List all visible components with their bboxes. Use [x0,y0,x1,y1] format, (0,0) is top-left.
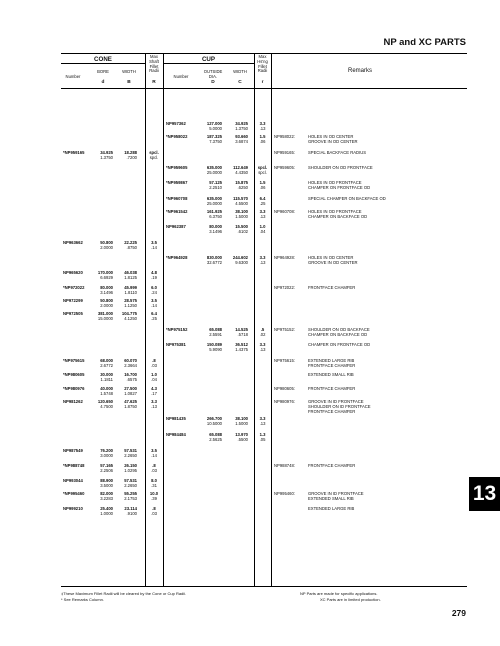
table-cell-od: 187.325 7.3750 [206,134,222,145]
bore-heading: BORE [97,69,109,74]
table-cell-cone-no: NP993044 [63,478,83,483]
table-cell-cw: 57.531 2.2650 [124,478,137,489]
table-cell-od: 65.088 2.5591 [209,327,222,338]
table-cell-remarks-no: NP988748: [274,463,295,468]
table-cell-remarks-no: NP980976: [274,399,295,404]
cup-width-symbol: C [238,80,242,85]
table-cell-remarks: SPECIAL CHAMFER ON BACKFACE OD [308,196,386,201]
table-cell-remarks: FRONTFACE CHAMFER [308,285,356,290]
table-cell-cup-no: *NP964928 [166,255,188,260]
table-cell-cone-no: *NP980976 [63,386,85,391]
table-cell-remarks-no: NP972022: [274,285,295,290]
table-cell-remarks: FRONTFACE CHAMFER [308,463,356,468]
table-cell-od: 65.088 2.5625 [209,432,222,443]
table-cell-cw: 104.775 4.1250 [121,311,137,322]
cone-width-symbol: B [127,80,131,85]
table-cell-cup-no: *NP961542 [166,209,188,214]
table-cell-cupw: 115.570 4.5500 [233,196,248,207]
table-cell-cone-no: NP963662 [63,240,83,245]
table-cell-remarks: EXTENDED LARGE RIB [308,506,355,511]
table-cell-remarks: HOLES IN OD CENTER GROOVE IN OD CENTER [308,134,358,145]
table-cell-remarks: GROOVE IN ID FRONTFACE EXTENDED SMALL RIB [308,491,364,502]
table-cell-cupw: 38.100 1.5000 [235,416,248,427]
outside-dia-heading: OUTSIDE DIA. [203,69,223,79]
table-cell-R: 3.5 .14 [151,448,157,459]
table-cell-remarks-no: NP964928: [274,255,295,260]
page-header-title: NP and XC PARTS [383,37,466,48]
table-cell-remarks-no: NP959605: [274,165,295,170]
table-cell-R: .8 .03 [151,358,157,369]
table-cell-cone-no: *NP995460 [63,491,85,496]
table-cell-remarks-no: NP995460: [274,491,295,496]
table-cell-cw: 27.500 1.0827 [124,386,137,397]
table-cell-cone-no: *NP980605 [63,372,85,377]
table-cell-bore: 40.000 1.5748 [100,386,113,397]
table-cell-bore: 88.900 3.5000 [100,478,113,489]
table-cell-bore: 57.165 2.2506 [100,463,113,474]
col-divider [271,54,272,586]
table-cell-bore: 50.800 2.0000 [100,298,113,309]
table-cell-cup-no: NP984484 [166,432,186,437]
footnote-xc-parts: XC Parts are in limited production. [320,597,381,602]
table-cell-cone-no: *NP972022 [63,285,85,290]
table-cell-od: 57.125 2.2510 [209,180,222,191]
table-cell-bore: 170.000 6.6929 [97,270,113,281]
cup-width-heading: WIDTH [233,69,247,74]
table-cell-remarks-no: NP960708: [274,209,295,214]
table-cell-cw: 22.225 .8750 [124,240,137,251]
cone-width-heading: WIDTH [122,69,136,74]
max-shaft-fillet-heading: Max Shaft Fillet Radii [149,54,159,74]
shaft-fillet-symbol: R [152,80,156,85]
table-cell-cupw: 38.100 1.5000 [235,209,248,220]
table-cell-remarks: SPECIAL BACKFACE RADIUS [308,150,367,155]
table-cell-bore: 50.800 2.0000 [100,240,113,251]
table-cell-cone-no: NP999210 [63,506,83,511]
table-cell-R: 4.8 .19 [151,270,157,281]
table-cell-remarks: FRONTFACE CHAMFER [308,386,356,391]
table-cell-bore: 82.000 3.2283 [100,491,113,502]
header-rule [61,88,467,89]
table-cell-remarks-no: NP959165: [274,150,295,155]
table-cell-r: 3.3 .13 [259,255,266,266]
table-cell-cup-no: NP981435 [166,416,186,421]
table-cell-remarks: EXTENDED LARGE RIB FRONTFACE CHAMFER [308,358,356,369]
table-cell-r: 6.4 .25 [259,196,266,207]
table-cell-cup-no: *NP959605 [166,165,188,170]
table-cell-cw: 28.575 1.1250 [124,298,137,309]
table-cell-cupw: 15.500 .6102 [235,224,248,235]
table-cell-cw: 47.625 1.8750 [124,399,137,410]
table-cell-cw: 45.999 1.8110 [124,285,137,296]
max-hsg-fillet-heading: Max Hs'ng Fillet Radii [257,54,268,74]
table-cell-cupw: 93.660 3.6874 [235,134,248,145]
table-cell-r: 1.5 .06 [259,134,266,145]
table-cell-R: 3.3 .13 [151,399,157,410]
cone-number-heading: Number [65,74,81,79]
table-cell-cup-no: NP962387 [166,224,186,229]
table-cell-R: spcl. spcl. [149,150,159,161]
footnote-remarks: * See Remarks Column. [61,597,104,602]
table-cell-cone-no: *NP959165 [63,150,85,155]
bore-symbol: d [101,80,105,85]
table-cell-cupw: 112.649 4.4350 [233,165,248,176]
table-cell-bore: 120.650 4.7500 [97,399,113,410]
table-cell-od: 830.000 32.6772 [206,255,222,266]
table-cell-cup-no: NP957362 [166,121,186,126]
table-cell-cup-no: *NP960708 [166,196,188,201]
table-cell-od: 266.700 10.5000 [206,416,222,427]
table-cell-R: 6.0 .24 [151,285,157,296]
table-cell-remarks-no: NP980605: [274,386,295,391]
table-cell-cupw: 36.512 1.4375 [235,342,248,353]
table-cell-r: 3.3 .13 [259,121,266,132]
table-cell-remarks-no: NP958022: [274,134,295,139]
table-cell-bore: 80.000 3.1496 [100,285,113,296]
table-cell-od: 635.000 25.0000 [206,196,222,207]
table-cell-bore: 34.925 1.3750 [100,150,113,161]
table-cell-r: 3.3 .13 [259,342,266,353]
table-cell-r: 3.3 .13 [259,416,266,427]
table-cell-cupw: 34.925 1.3750 [235,121,248,132]
table-cell-r: 3.3 .13 [259,209,266,220]
table-cell-cw: 16.700 .6575 [124,372,137,383]
remarks-heading: Remarks [347,68,372,74]
table-cell-cone-no: NP972299 [63,298,83,303]
table-cell-r: .5 .02 [259,327,266,338]
cone-heading: CONE [94,56,112,63]
table-cell-remarks: HOLES IN OD CENTER GROOVE IN OD CENTER [308,255,358,266]
table-cell-remarks: CHAMFER ON FRONTFACE OD [308,342,371,347]
table-cell-cw: 46.038 1.8125 [124,270,137,281]
table-cell-cup-no: *NP958022 [166,134,188,139]
table-cell-bore: 381.000 15.0000 [97,311,113,322]
table-cell-cupw: 244.602 9.6300 [232,255,248,266]
table-cell-cone-no: NP981262 [63,399,83,404]
table-cell-bore: 25.400 1.0000 [100,506,113,517]
table-cell-cup-no: NP975381 [166,342,186,347]
table-cell-cupw: 13.970 .5500 [235,432,248,443]
table-cell-R: 10.0 .39 [149,491,159,502]
col-divider [163,54,164,586]
page-number: 279 [451,608,466,618]
table-cell-R: .8 .03 [151,506,157,517]
table-cell-od: 635.000 25.0000 [206,165,222,176]
table-cell-cw: 18.288 .7200 [124,150,137,161]
table-cell-R: 4.3 .17 [151,386,157,397]
table-cell-cw: 60.070 2.3664 [124,358,137,369]
table-cell-remarks-no: NP975615: [274,358,295,363]
footnote-np-parts: NP Parts are made for specific applications. [300,591,378,596]
table-cell-R: 1.0 .04 [151,372,157,383]
table-cell-r: spcl. spcl. [257,165,268,176]
table-cell-bore: 68.000 2.6772 [100,358,113,369]
section-tab: 13 [469,477,500,511]
od-symbol: D [211,80,215,85]
table-cell-remarks: EXTENDED SMALL RIB [308,372,354,377]
table-cell-R: 3.5 .14 [151,298,157,309]
table-cell-remarks: HOLES IN OD FRONTFACE CHAMFER ON BACKFACE OD [308,209,368,220]
table-cell-cup-no: *NP959867 [166,180,188,185]
hsg-fillet-symbol: r [261,80,264,85]
table-cell-cone-no: *NP988748 [63,463,85,468]
table-cell-cup-no: *NP975152 [166,327,188,332]
table-cell-od: 127.000 5.0000 [206,121,222,132]
table-cell-remarks-no: NP975152: [274,327,295,332]
table-cell-cw: 55.255 2.1753 [124,491,137,502]
footnote-fillet: ‡These Maximum Fillet Radii will be cleared by the Cone or Cup Radii. [61,591,187,596]
table-cell-r: 1.0 .04 [259,224,266,235]
table-cell-remarks: HOLES IN OD FRONTFACE CHAMFER ON FRONTFACE OD [308,180,371,191]
table-cell-cone-no: NP987549 [63,448,83,453]
table-cell-od: 150.089 5.9090 [206,342,222,353]
table-cell-R: .8 .03 [151,463,157,474]
table-cell-cone-no: *NP975615 [63,358,85,363]
table-cell-od: 161.925 6.3750 [206,209,222,220]
table-cell-remarks: SHOULDER ON OD FRONTFACE [308,165,373,170]
bottom-rule [61,586,467,587]
table-cell-r: 1.3 .05 [259,432,266,443]
table-cell-cone-no: NP972505 [63,311,83,316]
table-cell-cupw: 15.875 .6250 [235,180,248,191]
cup-heading: CUP [201,56,216,63]
table-cell-bore: 30.000 1.1811 [100,372,113,383]
table-cell-cone-no: NP965620 [63,270,83,275]
table-cell-od: 80.000 3.1496 [209,224,222,235]
table-cell-R: 8.0 .31 [151,478,157,489]
table-cell-remarks: SHOULDER ON OD BACKFACE CHAMFER ON BACKFACE OD [308,327,370,338]
table-cell-remarks: GROOVE IN ID FRONTFACE SHOULDER ON ID FRONTFACE FRONTFACE CHAMFER [308,399,371,415]
table-cell-cupw: 14.525 .5718 [235,327,248,338]
table-cell-bore: 76.200 3.0000 [100,448,113,459]
cup-number-heading: Number [173,74,189,79]
table-cell-R: 6.4 .25 [151,311,157,322]
table-cell-R: 3.5 .14 [151,240,157,251]
table-cell-cw: 26.150 1.0295 [124,463,137,474]
table-cell-cw: 23.114 .9100 [124,506,137,517]
table-cell-r: 1.5 .06 [259,180,266,191]
table-cell-cw: 57.531 2.2650 [124,448,137,459]
